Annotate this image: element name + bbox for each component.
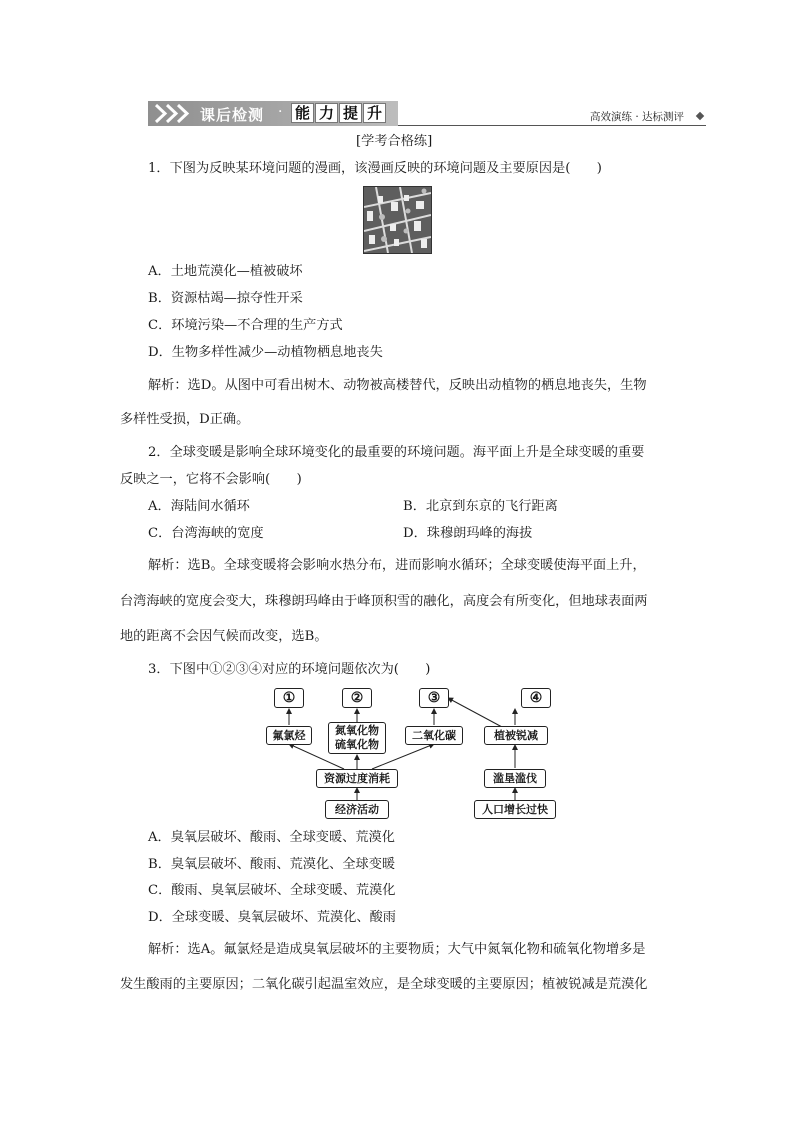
- banner-sub-char: 力: [315, 103, 338, 123]
- banner-dot: ·: [278, 104, 283, 120]
- section-banner: [148, 101, 398, 126]
- diagram-node-nox-line1: 氮氧化物: [335, 724, 379, 737]
- q1-option-b: B．资源枯竭—掠夺性开采: [148, 291, 303, 306]
- diagram-node-logging: 滥垦滥伐: [484, 769, 546, 788]
- diagram-node-nox: [328, 722, 386, 754]
- cartoon-illustration: [363, 186, 432, 254]
- q2-stem-cont: 反映之一，它将不会影响( ): [120, 472, 302, 487]
- q2-option-d: D．珠穆朗玛峰的海拔: [403, 526, 533, 541]
- q2-option-a: A．海陆间水循环: [148, 499, 250, 514]
- header-rule: [398, 125, 706, 126]
- q2-stem: 2．全球变暖是影响全球环境变化的最重要的环境问题。海平面上升是全球变暖的重要: [148, 445, 645, 460]
- q1-stem: 1．下图为反映某环境问题的漫画，该漫画反映的环境问题及主要原因是( ): [148, 161, 602, 176]
- q3-analysis: 解析：选A。氟氯烃是造成臭氧层破坏的主要物质；大气中氮氧化物和硫氧化物增多是: [148, 942, 646, 957]
- diagram-node-population: 人口增长过快: [474, 800, 556, 819]
- q1-analysis-cont: 多样性受损，D正确。: [120, 412, 250, 427]
- q3-option-c: C．酸雨、臭氧层破坏、全球变暖、荒漠化: [148, 883, 396, 898]
- city-cartoon-image: [364, 187, 431, 253]
- q1-option-a: A．土地荒漠化—植被破坏: [148, 264, 303, 279]
- q2-analysis-cont2: 地的距离不会因气候而改变，选B。: [120, 629, 328, 644]
- banner-title: 课后检测: [200, 106, 265, 124]
- cause-effect-diagram: [262, 684, 562, 822]
- q2-option-b: B．北京到东京的飞行距离: [403, 499, 558, 514]
- diagram-node-vegetation: 植被锐减: [484, 726, 548, 745]
- q2-analysis: 解析：选B。全球变暖将会影响水热分布，进而影响水循环；全球变暖使海平面上升，: [148, 558, 646, 573]
- diagram-node-cfc: 氟氯烃: [266, 726, 312, 745]
- diagram-node-1: ①: [274, 688, 304, 708]
- diagram-node-3: ③: [419, 688, 449, 708]
- diagram-node-nox-line2: 硫氧化物: [335, 738, 379, 751]
- q1-option-d: D．生物多样性减少—动植物栖息地丧失: [148, 345, 383, 360]
- diamond-icon: [696, 112, 704, 120]
- banner-sub-char: 能: [291, 103, 314, 123]
- banner-sub-char: 升: [363, 103, 386, 123]
- q3-option-a: A．臭氧层破坏、酸雨、全球变暖、荒漠化: [148, 830, 395, 845]
- banner-sub-char: 提: [339, 103, 362, 123]
- diagram-node-4: ④: [521, 688, 551, 708]
- q3-option-b: B．臭氧层破坏、酸雨、荒漠化、全球变暖: [148, 857, 396, 872]
- chevron-arrows-icon: [154, 104, 194, 123]
- q3-analysis-cont: 发生酸雨的主要原因；二氧化碳引起温室效应，是全球变暖的主要原因；植被锐减是荒漠化: [120, 977, 648, 992]
- q3-option-d: D．全球变暖、臭氧层破坏、荒漠化、酸雨: [148, 910, 396, 925]
- q2-analysis-cont: 台湾海峡的宽度会变大，珠穆朗玛峰由于峰顶积雪的融化，高度会有所变化，但地球表面两: [120, 594, 648, 609]
- banner-subtitle: [291, 103, 387, 123]
- q1-analysis: 解析：选D。从图中可看出树木、动物被高楼替代，反映出动植物的栖息地丧失，生物: [148, 378, 647, 393]
- q1-option-c: C．环境污染—不合理的生产方式: [148, 318, 343, 333]
- diagram-node-economy: 经济活动: [325, 800, 389, 819]
- q3-stem: 3．下图中①②③④对应的环境问题依次为( ): [148, 662, 431, 677]
- header-right-tag: 高效演练 · 达标测评: [590, 111, 685, 123]
- diagram-node-2: ②: [342, 688, 372, 708]
- section-label: [学考合格练]: [356, 134, 433, 149]
- q2-option-c: C．台湾海峡的宽度: [148, 526, 264, 541]
- diagram-node-co2: 二氧化碳: [405, 726, 463, 745]
- diagram-node-resource: 资源过度消耗: [316, 769, 398, 788]
